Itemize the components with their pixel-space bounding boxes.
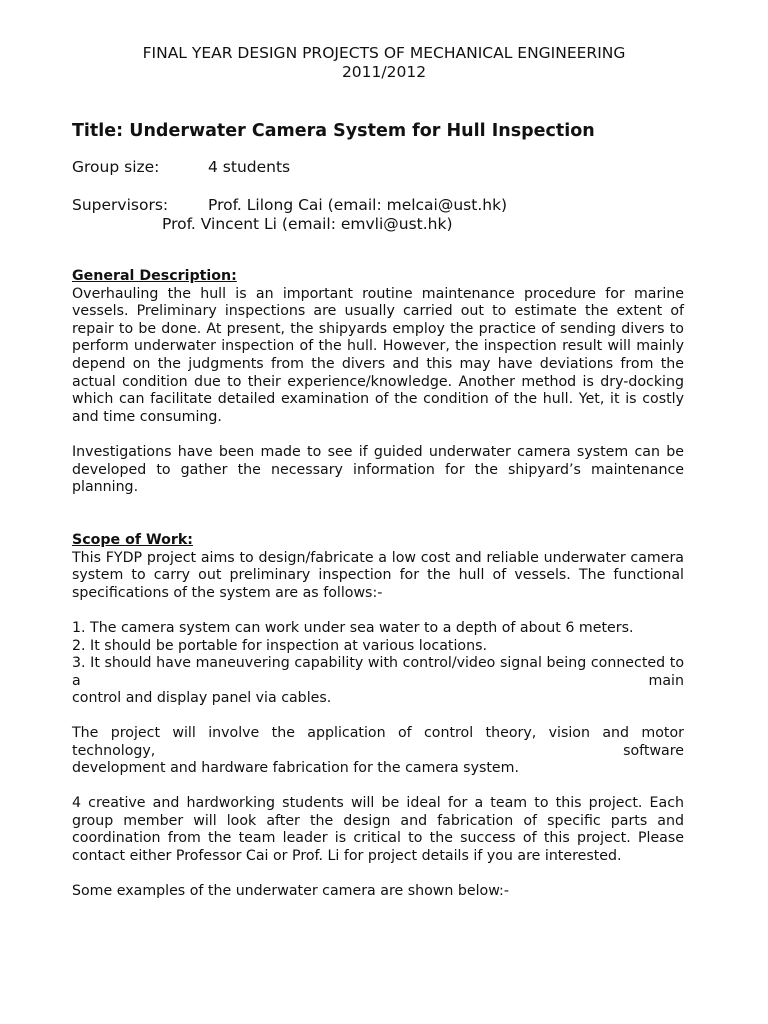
project-title: Title: Underwater Camera System for Hull Inspection (72, 121, 595, 141)
general-description-paragraph-2: Investigations have been made to see if guided underwater camera system can be developed to gather the necessary information for the shipyard’s maintenance planning. (72, 444, 684, 496)
spec-item-1: 1. The camera system can work under sea water to a depth of about 6 meters. (72, 620, 634, 636)
scope-intro-paragraph: This FYDP project aims to design/fabricate a low cost and reliable underwater camera system to carry out preliminary inspection for the hull of vessels. The functional specifications of the system are as follows:- (72, 549, 684, 601)
scope-of-work-section (72, 532, 684, 602)
spec-item-2: 2. It should be portable for inspection at various locations. (72, 637, 487, 654)
group-size-label: Group size: (72, 158, 160, 176)
specification-list (72, 620, 684, 708)
technology-line-b: development and hardware fabrication for the camera system. (72, 760, 519, 777)
general-description-paragraph-1: Overhauling the hull is an important routine maintenance procedure for marine vessels. Preliminary inspections are usually carried out to estimate the extent of repair to be done. At present, the shipyards employ the practice of sending divers to perform underwater inspection of the hull. However, the inspection result will mainly depend on the judgments from the divers and this may have deviations from the actual condition due to their experience/knowledge. Another method is dry-docking which can facilitate detailed examination of the condition of the hull. Yet, it is costly and time consuming. (72, 285, 684, 425)
examples-line: Some examples of the underwater camera are shown below:- (72, 883, 509, 899)
supervisors-label: Supervisors: (72, 196, 169, 214)
team-paragraph: 4 creative and hardworking students will be ideal for a team to this project. Each group member will look after the design and fabrication of specific parts and coordination from the team leader is critical to the success of this project. Please contact either Professor Cai or Prof. Li for project details if you are interested. (72, 795, 684, 864)
examples-intro (72, 883, 684, 901)
header-line-1: FINAL YEAR DESIGN PROJECTS OF MECHANICAL ENGINEERING (142, 44, 626, 62)
spec-item-3b: control and display panel via cables. (72, 690, 332, 707)
document-header (0, 44, 768, 82)
supervisor-1: Prof. Lilong Cai (email: melcai@ust.hk) (208, 196, 508, 214)
general-description-heading: General Description: (72, 268, 237, 284)
general-description-section (72, 268, 684, 426)
supervisor-2: Prof. Vincent Li (email: emvli@ust.hk) (162, 215, 453, 233)
header-line-2: 2011/2012 (341, 63, 427, 81)
scope-of-work-heading: Scope of Work: (72, 532, 193, 548)
group-size-value: 4 students (208, 158, 291, 176)
technology-paragraph (72, 725, 684, 778)
spec-item-3a: 3. It should have maneuvering capability with control/video signal being connected to a main (72, 655, 684, 689)
technology-line-a: The project will involve the application of control theory, vision and motor technology, software (72, 725, 684, 759)
